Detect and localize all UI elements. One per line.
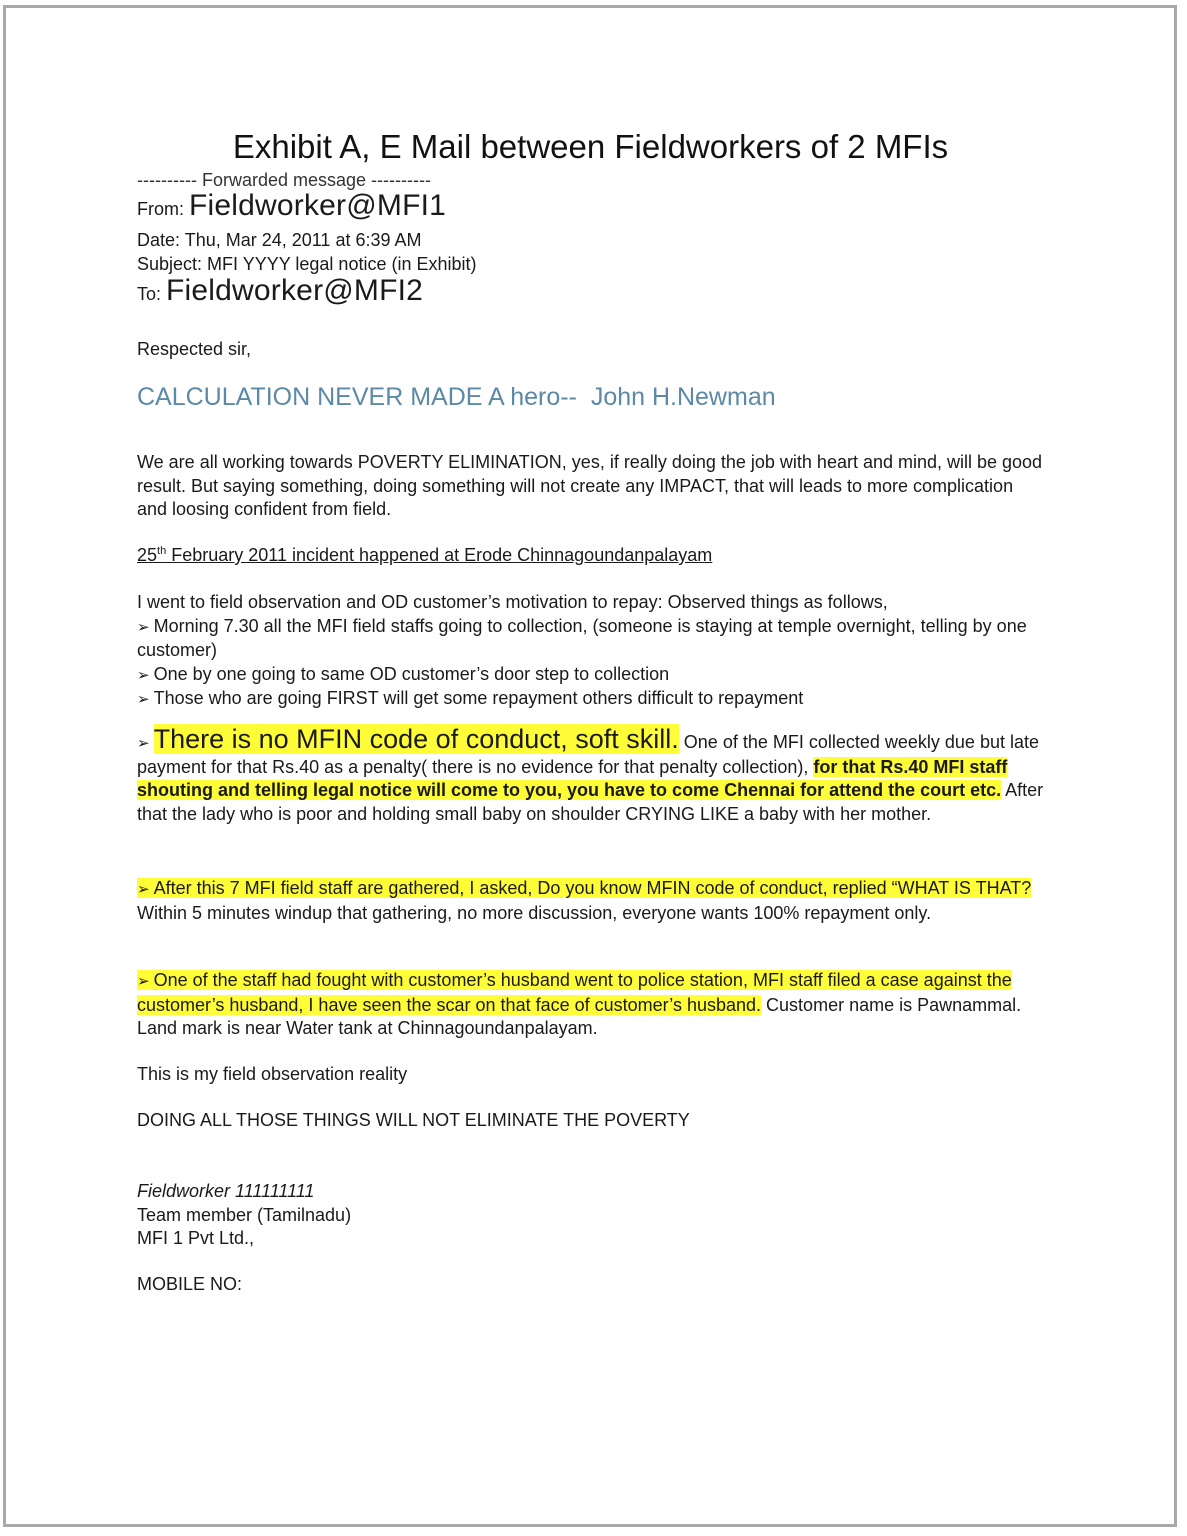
list-item: ➢ One by one going to same OD customer’s door step to collection: [137, 663, 670, 684]
incident-day: 25: [137, 545, 158, 565]
email-meta: [137, 229, 1047, 276]
arrow-bullet-icon: ➢: [137, 735, 150, 752]
from-label: From:: [137, 199, 189, 219]
highlight-text: There is no MFIN code of conduct, soft skill.: [153, 724, 679, 754]
quote-line: CALCULATION NEVER MADE A hero-- John H.Newman: [137, 383, 776, 411]
list-item: ➢ Morning 7.30 all the MFI field staffs going to collection, (someone is staying at temple overnight, telling by one customer): [137, 615, 1027, 660]
paragraph-intro: We are all working towards POVERTY ELIMINATION, yes, if really doing the job with heart and mind, will be good result. But saying something, doing something will not create any IMPACT, that will leads to more complication and loosing confident from field.: [137, 452, 1043, 519]
signature-role: Team member (Tamilnadu): [137, 1204, 352, 1225]
to-address: Fieldworker@MFI2: [166, 274, 424, 307]
observation-section: [137, 591, 1047, 712]
incident-heading: [137, 544, 1047, 568]
from-address: Fieldworker@MFI1: [189, 189, 447, 222]
observation-intro: I went to field observation and OD customer’s motivation to repay: Observed things as follows,: [137, 592, 888, 612]
arrow-bullet-icon: ➢: [137, 666, 150, 684]
paragraph-code-of-conduct: ➢ There is no MFIN code of conduct, soft skill. One of the MFI collected weekly due but late payment for that Rs.40 as a penalty( there is no evidence for that penalty collection), for that Rs.40 MFI staff shouting and telling legal notice will come to you, you have to come Chennai for attend the court etc. After that the lady who is poor and holding small baby on shoulder CRYING LIKE a baby with her mother.: [137, 724, 1044, 824]
paragraph-police-station: ➢ One of the staff had fought with customer’s husband went to police station, MFI staff filed a case against the customer’s husband, I have seen the scar on that face of customer’s husband. Customer name is Pawnammal. Land mark is near Water tank at Chinnagoundanpalayam.: [137, 970, 1022, 1038]
email-date: Date: Thu, Mar 24, 2011 at 6:39 AM: [137, 230, 422, 250]
incident-rest: February 2011 incident happened at Erode Chinnagoundanpalayam: [166, 545, 713, 565]
mobile-number-label: MOBILE NO:: [137, 1274, 243, 1294]
greeting: Respected sir,: [137, 339, 252, 359]
paragraph-gathering: ➢ After this 7 MFI field staff are gathered, I asked, Do you know MFIN code of conduct, replied “WHAT IS THAT? Within 5 minutes windup that gathering, no more discussion, everyone wants 100% repayment only.: [137, 878, 1032, 923]
signature-block: [137, 1180, 1047, 1251]
email-subject: Subject: MFI YYYY legal notice (in Exhibit): [137, 253, 477, 274]
email-from: [137, 189, 1047, 222]
incident-day-suffix: th: [157, 545, 167, 557]
paragraph-reality: This is my field observation reality: [137, 1064, 408, 1084]
arrow-bullet-icon: ➢: [137, 691, 150, 708]
observation-list: [137, 615, 1047, 712]
email-to: [137, 274, 1047, 307]
arrow-bullet-icon: ➢: [137, 973, 150, 990]
arrow-bullet-icon: ➢: [137, 618, 150, 636]
document-title: Exhibit A, E Mail between Fieldworkers of 2 MFIs: [232, 128, 949, 165]
paragraph-conclusion: DOING ALL THOSE THINGS WILL NOT ELIMINATE THE POVERTY: [137, 1110, 690, 1130]
forwarded-message-header: ---------- Forwarded message ----------: [137, 170, 431, 190]
signature-company: MFI 1 Pvt Ltd.,: [137, 1228, 255, 1248]
arrow-bullet-icon: ➢: [137, 881, 150, 898]
signature-name: Fieldworker 111111111: [137, 1181, 315, 1201]
highlight-text: After this 7 MFI field staff are gathered, I asked, Do you know MFIN code of conduct, replied “WHAT IS THAT?: [153, 878, 1032, 898]
highlight-text: One of the staff had fought with customer’s husband went to police station, MFI staff filed a case against the customer’s husband, I have seen the scar on that face of customer’s husband.: [137, 970, 1012, 1015]
list-item: ➢ Those who are going FIRST will get some repayment others difficult to repayment: [137, 688, 804, 708]
highlight-bold-text: for that Rs.40 MFI staff shouting and telling legal notice will come to you, you have to come Chennai for attend the court etc.: [137, 756, 1008, 800]
to-label: To:: [137, 284, 167, 304]
